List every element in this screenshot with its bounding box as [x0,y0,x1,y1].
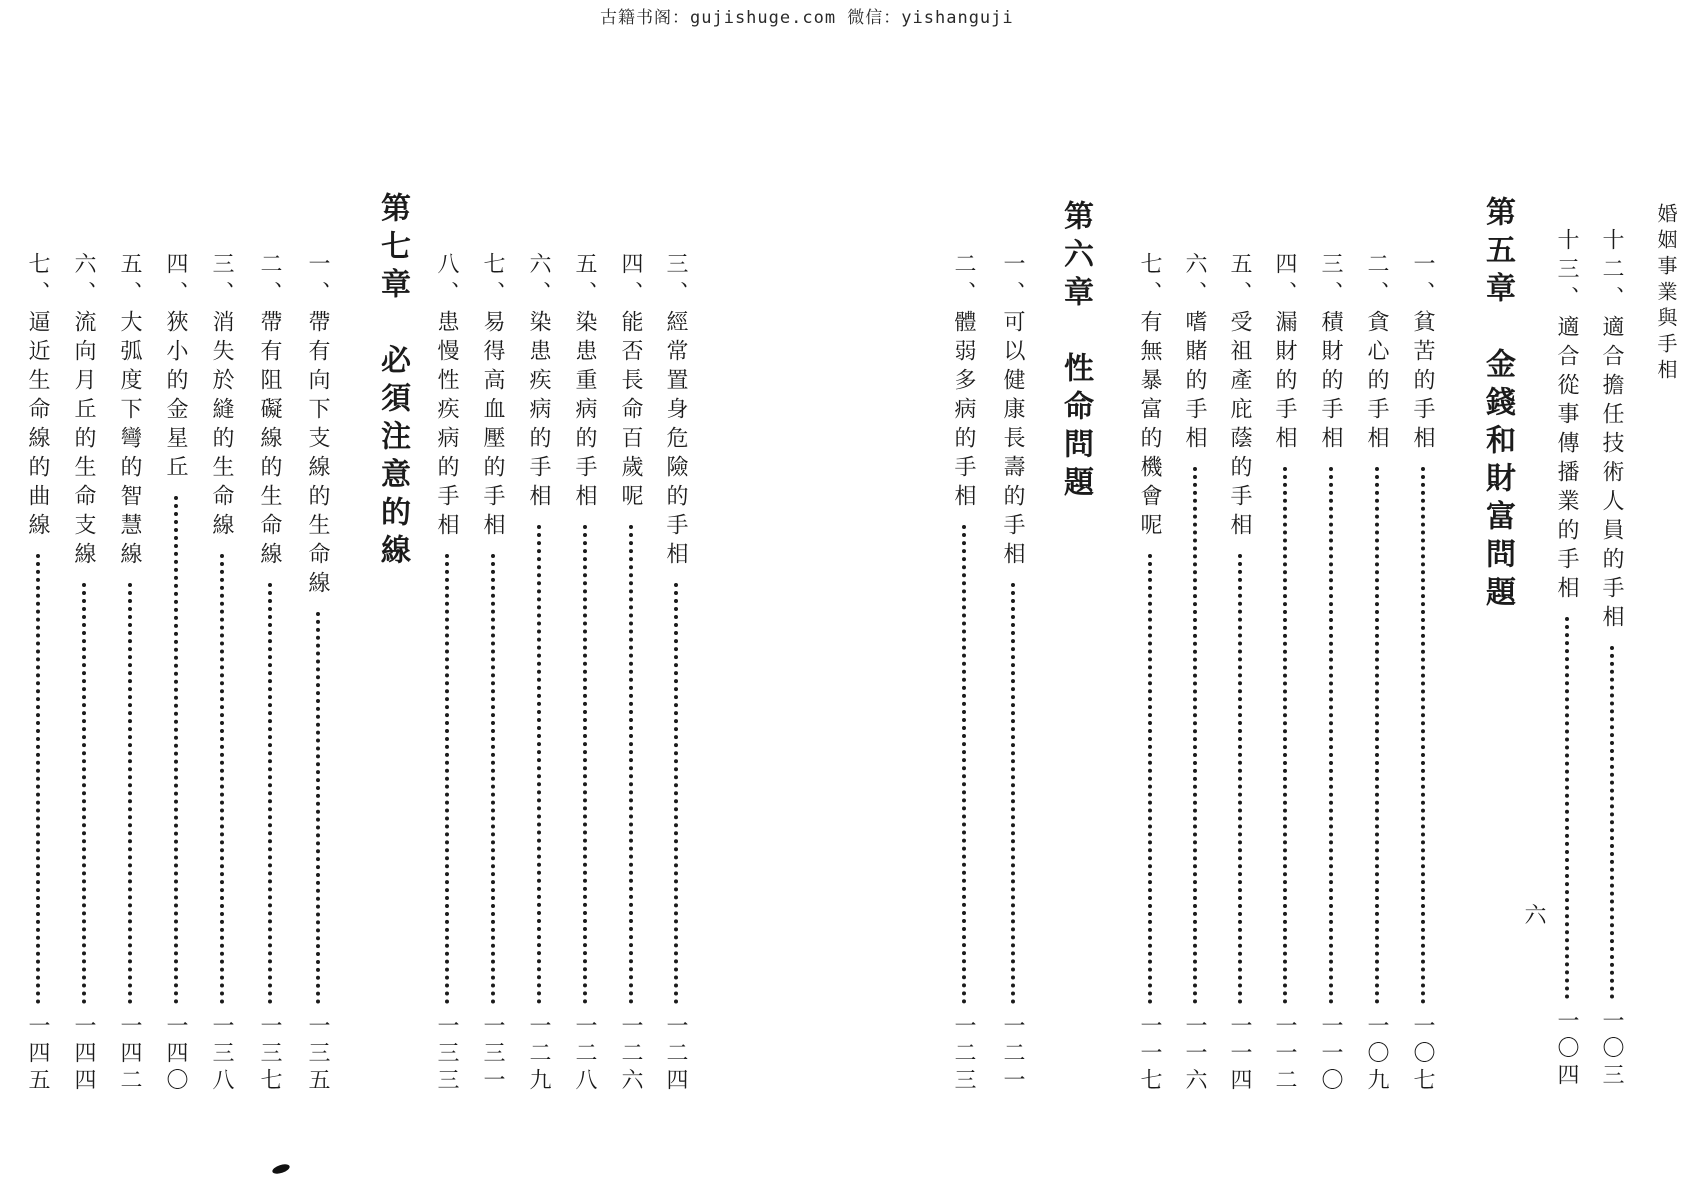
dot-leader [1329,467,1333,1004]
entry-page: 一三八 [210,1014,235,1095]
dot-leader [674,583,678,1004]
entry-page: 一〇九 [1365,1014,1390,1095]
entry-label: 十三、適合從事傳播業的手相 [1555,228,1580,605]
entry-label: 五、染患重病的手相 [573,252,598,513]
entry-page: 一四五 [26,1014,51,1095]
entry-label: 二、貪心的手相 [1365,252,1390,455]
dot-leader [1238,554,1242,1004]
entry-label: 二、帶有阻礙線的生命線 [258,252,283,571]
entry-page: 一三七 [258,1014,283,1095]
entry-page: 一〇三 [1600,1009,1625,1090]
folio-number [1512,903,1556,925]
entry-page: 一一二 [1273,1014,1298,1095]
entry-label: 六、嗜賭的手相 [1183,252,1208,455]
entry-page: 一四四 [72,1014,97,1095]
toc-entry-prev-13 [1545,228,1589,1090]
toc-entry-ch6-4 [609,252,653,1095]
dot-leader [537,525,541,1004]
entry-label: 六、流向月丘的生命支線 [72,252,97,571]
entry-page: 一三三 [435,1014,460,1095]
entry-page: 一二三 [952,1014,977,1095]
dot-leader [491,554,495,1004]
toc-entry-prev-12 [1590,228,1634,1090]
ink-speck [271,1162,291,1175]
toc-entry-ch7-7 [16,252,60,1095]
entry-page: 一四〇 [164,1014,189,1095]
entry-page: 一二四 [664,1014,689,1095]
chapter5-title-text: 第五章 金錢和財富問題 [1481,196,1514,614]
dot-leader [1375,467,1379,1004]
dot-leader [1283,467,1287,1004]
entry-page: 一一〇 [1319,1014,1344,1095]
toc-entry-ch6-2 [942,252,986,1095]
dot-leader [1011,583,1015,1004]
entry-page: 一二六 [619,1014,644,1095]
entry-page: 一一四 [1228,1014,1253,1095]
toc-entry-ch6-7 [471,252,515,1095]
dot-leader [1421,467,1425,1004]
toc-entry-ch6-6 [517,252,561,1095]
dot-leader [1193,467,1197,1004]
dot-leader [220,554,224,1004]
entry-page: 一一六 [1183,1014,1208,1095]
entry-label: 五、受祖產庇蔭的手相 [1228,252,1253,542]
entry-page: 一二一 [1001,1014,1026,1095]
dot-leader [1148,554,1152,1004]
watermark-text: 古籍书阁：gujishuge.com 微信：yishanguji [600,8,1014,28]
entry-page: 一二九 [527,1014,552,1095]
dot-leader [128,583,132,1004]
entry-label: 三、消失於縫的生命線 [210,252,235,542]
chapter7-title-text: 第七章 必須注意的線 [376,192,409,572]
toc-entry-ch6-8 [425,252,469,1095]
dot-leader [82,583,86,1004]
entry-label: 八、患慢性疾病的手相 [435,252,460,542]
dot-leader [583,525,587,1004]
entry-page: 一三一 [481,1014,506,1095]
entry-label: 七、易得高血壓的手相 [481,252,506,542]
dot-leader [174,496,178,1004]
dot-leader [445,554,449,1004]
dot-leader [629,525,633,1004]
toc-entry-ch7-4 [154,252,198,1095]
toc-entry-ch5-2 [1355,252,1399,1095]
chapter6-heading [1053,200,1097,504]
entry-label: 六、染患疾病的手相 [527,252,552,513]
entry-label: 一、可以健康長壽的手相 [1001,252,1026,571]
entry-label: 七、有無暴富的機會呢 [1138,252,1163,542]
toc-entry-ch6-1 [991,252,1035,1095]
toc-entry-ch7-2 [248,252,292,1095]
toc-entry-ch7-3 [200,252,244,1095]
running-title-text: 婚姻事業與手相 [1654,203,1676,385]
dot-leader [316,612,320,1004]
dot-leader [1610,646,1614,999]
toc-entry-ch5-6 [1173,252,1217,1095]
entry-page: 一〇七 [1411,1014,1436,1095]
entry-page: 一三五 [306,1014,331,1095]
entry-page: 一一七 [1138,1014,1163,1095]
dot-leader [962,525,966,1004]
toc-entry-ch7-1 [296,252,340,1095]
entry-label: 二、體弱多病的手相 [952,252,977,513]
entry-page: 一四二 [118,1014,143,1095]
toc-entry-ch5-5 [1218,252,1262,1095]
toc-entry-ch6-3 [654,252,698,1095]
entry-label: 五、大弧度下彎的智慧線 [118,252,143,571]
toc-entry-ch5-4 [1263,252,1307,1095]
toc-entry-ch5-3 [1309,252,1353,1095]
toc-entry-ch5-1 [1401,252,1445,1095]
entry-label: 三、經常置身危險的手相 [664,252,689,571]
toc-entry-ch6-5 [563,252,607,1095]
toc-entry-ch7-6 [62,252,106,1095]
toc-entry-ch7-5 [108,252,152,1095]
folio-text: 六 [1522,903,1547,925]
entry-label: 七、逼近生命線的曲線 [26,252,51,542]
entry-page: 一〇四 [1555,1009,1580,1090]
dot-leader [36,554,40,1004]
chapter7-heading [370,192,414,572]
entry-label: 十二、適合擔任技術人員的手相 [1600,228,1625,634]
dot-leader [1565,617,1569,999]
toc-entry-ch5-7 [1128,252,1172,1095]
running-title [1643,203,1687,385]
entry-label: 四、漏財的手相 [1273,252,1298,455]
dot-leader [268,583,272,1004]
entry-label: 三、積財的手相 [1319,252,1344,455]
entry-label: 一、帶有向下支線的生命線 [306,252,331,600]
entry-page: 一二八 [573,1014,598,1095]
entry-label: 一、貧苦的手相 [1411,252,1436,455]
entry-label: 四、能否長命百歲呢 [619,252,644,513]
entry-label: 四、狹小的金星丘 [164,252,189,484]
chapter6-title-text: 第六章 性命問題 [1059,200,1092,504]
chapter5-heading [1475,196,1519,614]
